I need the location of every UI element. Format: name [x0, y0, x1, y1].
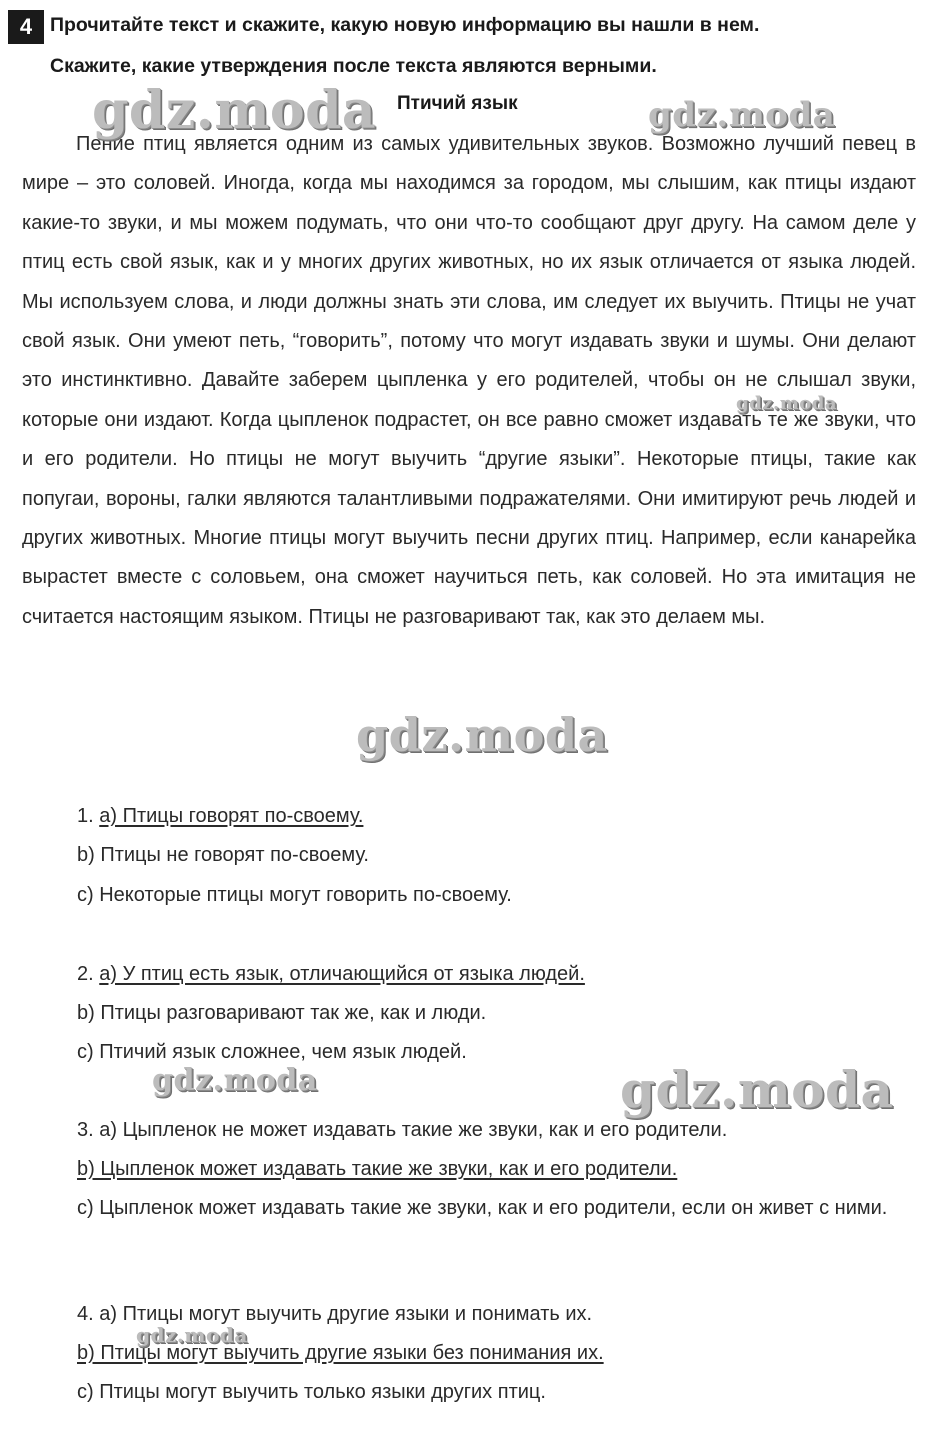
question-2-option-b: b) Птицы разговаривают так же, как и люди. [77, 1002, 487, 1024]
question-4-option-c: c) Птицы могут выучить только языки других птиц. [77, 1381, 546, 1403]
question-2-option-c: c) Птичий язык сложнее, чем язык людей. [77, 1041, 467, 1063]
question-1-number: 1. [77, 805, 94, 827]
question-3-a-text: а) Цыпленок не может издавать такие же звуки, как и его родители. [99, 1119, 728, 1141]
watermark-logo: gdz.moda [92, 80, 377, 141]
question-2-a-text: а) У птиц есть язык, отличающийся от языка людей. [99, 963, 585, 985]
question-4-number: 4. [77, 1303, 94, 1325]
text-title: Птичий язык [397, 93, 518, 114]
question-3-option-c [77, 1189, 917, 1229]
watermark-logo: gdz.moda [648, 95, 836, 135]
task-number-badge: 4 [8, 10, 44, 44]
question-3-option-b: b) Цыпленок может издавать такие же звуки, как и его родители. [77, 1158, 678, 1180]
watermark-logo: gdz.moda [736, 393, 837, 414]
task-instruction-line-2: Скажите, какие утверждения после текста являются верными. [50, 55, 657, 77]
question-2-number: 2. [77, 963, 94, 985]
question-1-option-a [77, 805, 363, 828]
watermark-logo: gdz.moda [152, 1063, 318, 1098]
question-1-option-b: b) Птицы не говорят по-своему. [77, 844, 369, 866]
reading-paragraph: Пение птиц является одним из самых удивительных звуков. Возможно лучший певец в мире – это соловей. Иногда, когда мы находимся за городом, мы слышим, как птицы издают какие-то звуки, и мы можем подумать, что они что-то сообщают друг другу. На самом деле у птиц есть свой язык, как и у многих других животных, но их язык отличается от языка людей. Мы используем слова, и люди должны знать эти слова, им следует их выучить. Птицы не учат свой язык. Они умеют петь, “говорить”, потому что могут издавать звуки и шумы. Они делают это инстинктивно. Давайте заберем цыпленка у его родителей, чтобы он не слышал звуки, которые они издают. Когда цыпленок подрастет, он все равно сможет издавать те же звуки, что и его родители. Но птицы не могут выучить “другие языки”. Некоторые птицы, такие как попугаи, вороны, галки являются талантливыми подражателями. Они имитируют речь людей и других животных. Многие птицы могут выучить песни других птиц. Например, если канарейка вырастет вместе с соловьем, она сможет научиться петь, как соловей. Но эта имитация не считается настоящим языком. Птицы не разговаривают так, как это делаем мы. [22, 133, 916, 628]
question-2-option-a [77, 963, 585, 986]
question-3-option-a [77, 1119, 727, 1142]
watermark-logo: gdz.moda [356, 708, 608, 762]
question-3-c-text: c) Цыпленок может издавать такие же звуки, как и его родители, если он живет с ними. [77, 1197, 888, 1219]
watermark-logo: gdz.moda [136, 1323, 248, 1347]
question-3-number: 3. [77, 1119, 94, 1141]
watermark-logo: gdz.moda [620, 1060, 894, 1119]
question-4-option-b: b) Птицы могут выучить другие языки без понимания их. [77, 1342, 604, 1364]
question-1-option-c: c) Некоторые птицы могут говорить по-своему. [77, 884, 512, 906]
question-1-a-text: а) Птицы говорят по-своему. [99, 805, 364, 827]
task-instruction-line-1: Прочитайте текст и скажите, какую новую информацию вы нашли в нем. [50, 14, 760, 36]
question-4-a-text: а) Птицы могут выучить другие языки и понимать их. [99, 1303, 593, 1325]
